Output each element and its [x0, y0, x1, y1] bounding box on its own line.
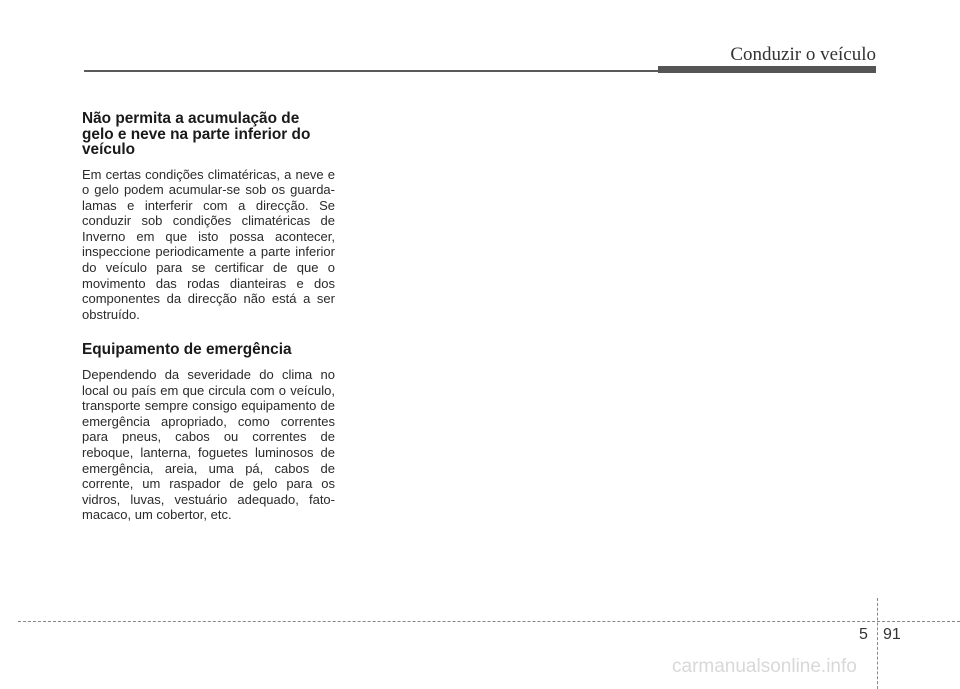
- footer-divider: [877, 598, 878, 689]
- section-heading-snow-ice: Não permita a acumulação de gelo e neve na parte inferior do veículo: [82, 110, 311, 158]
- header-rule-accent: [658, 66, 876, 73]
- chapter-number: 5: [859, 626, 868, 643]
- page-content: [82, 111, 335, 523]
- header-rule: [84, 70, 660, 72]
- section-body-snow-ice: Em certas condições climatéricas, a neve e o gelo podem acumular-se sob os guarda-lamas e interferir com a direcção. Se conduzir sob condições climatéricas de Inverno em que isto possa acontecer, inspeccione periodicamente a parte inferior do veículo para se certificar de que o movimento das rodas dianteiras e dos componentes da direcção não está a ser obstruído.: [82, 166, 335, 322]
- section-body-emergency-equipment: Dependendo da severidade do clima no local ou país em que circula com o veículo, transporte sempre consigo equipamento de emergência apropriado, como correntes para pneus, cabos ou correntes de reboque, lanterna, foguetes luminosos de emergência, areia, uma pá, cabos de corrente, um raspador de gelo para os vidros, luvas, vestuário adequado, fato-macaco, um cobertor, etc.: [82, 366, 335, 523]
- page-header-title: Conduzir o veículo: [730, 44, 876, 65]
- watermark: carmanualsonline.info: [672, 656, 857, 677]
- page-number: 91: [883, 626, 901, 643]
- footer-rule: [18, 621, 960, 622]
- section-heading-emergency-equipment: Equipamento de emergência: [82, 341, 292, 359]
